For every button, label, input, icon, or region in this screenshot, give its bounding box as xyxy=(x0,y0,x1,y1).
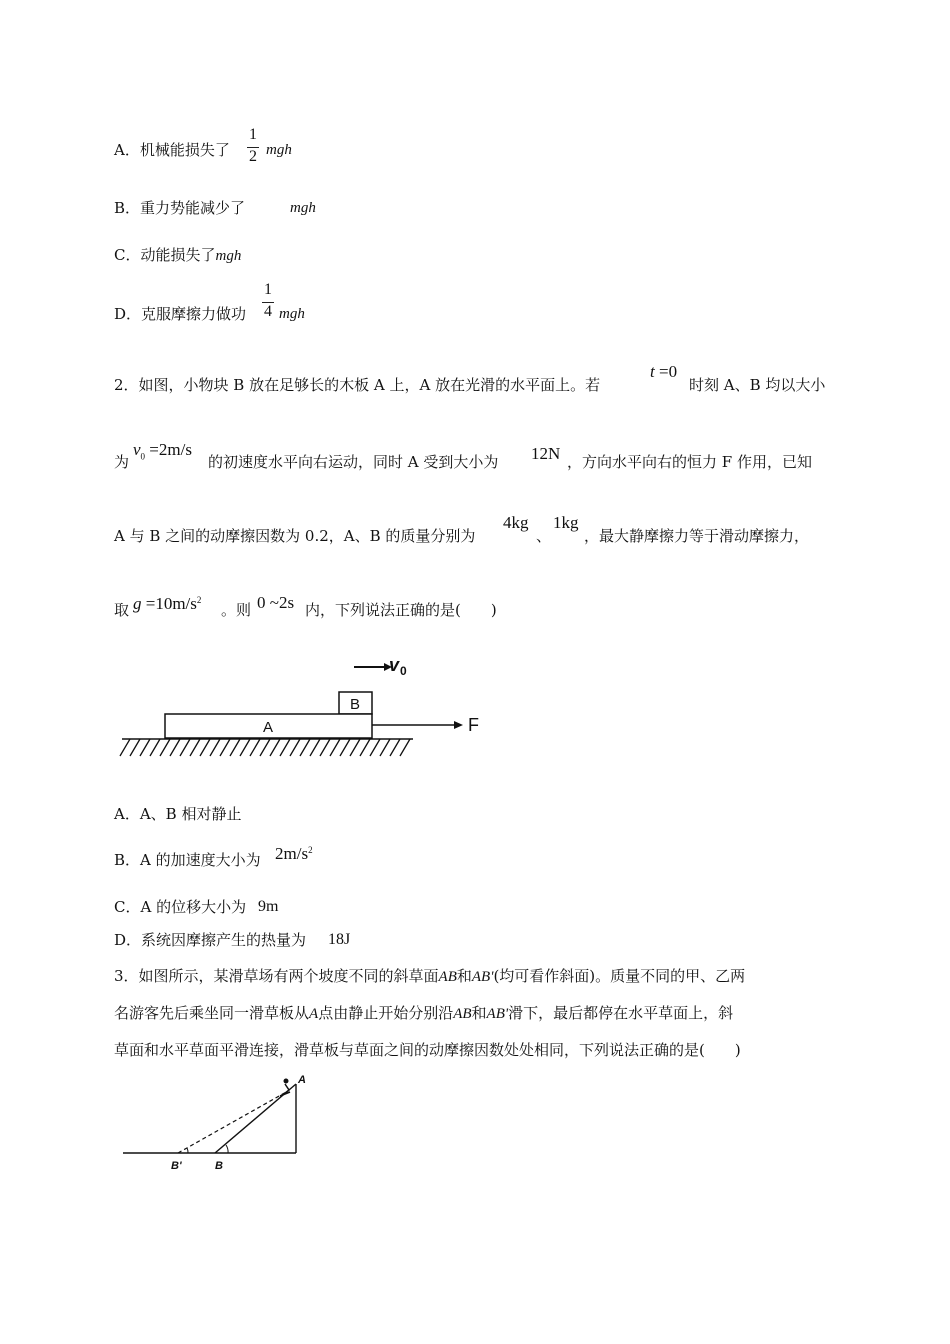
v0-arrow xyxy=(354,663,392,671)
q2-g-eq: =10m/s xyxy=(145,594,197,613)
angle-b xyxy=(226,1145,228,1153)
q3-figure xyxy=(118,1070,308,1180)
q3-and1: 和 xyxy=(456,967,472,985)
skier-icon xyxy=(280,1079,290,1097)
q2-figure xyxy=(118,648,488,763)
q1-option-d xyxy=(114,304,246,324)
q1-option-c-text: C．动能损失了 xyxy=(114,246,216,264)
slope-abp xyxy=(178,1091,288,1153)
q2-force-value: 12N xyxy=(531,444,561,463)
q3-l2-a: 名游客先后乘坐同一滑草板从 xyxy=(114,1004,310,1022)
board-a-label: A xyxy=(262,719,274,736)
q2-option-c-value: 9m xyxy=(258,898,279,915)
q3-stem-line2 xyxy=(114,1003,733,1024)
q2-v0 xyxy=(133,440,192,466)
q3-l2-b: 点由静止开始分别沿 xyxy=(318,1004,454,1022)
q2-option-b-value xyxy=(275,840,313,864)
q1-option-a-expr: mgh xyxy=(266,142,292,158)
q2-option-d-value: 18J xyxy=(328,931,351,948)
q2-t0-var: t xyxy=(650,362,655,381)
q1-option-a-numerator: 1 xyxy=(249,126,257,143)
q2-v0-sub: 0 xyxy=(140,451,146,462)
q2-option-b-sup: 2 xyxy=(308,845,313,855)
ground-hatch xyxy=(120,739,410,756)
q1-option-d-denominator: 4 xyxy=(264,303,272,320)
q1-option-a xyxy=(114,140,230,160)
q2-stem-line2-head: 为 xyxy=(114,453,130,471)
q3-abp2: AB' xyxy=(486,1006,509,1022)
q3-stem-line3: 草面和水平草面平滑连接，滑草板与草面之间的动摩擦因数处处相同，下列说法正确的是( ) xyxy=(114,1041,741,1059)
q2-stem-line4-tail: 内，下列说法正确的是( ) xyxy=(305,601,497,619)
angle-bp xyxy=(187,1148,188,1153)
q2-time-range: 0 ~2s xyxy=(257,593,295,612)
q2-stem-line4-mid: 。则 xyxy=(221,601,252,619)
q2-stem-line1-tail: 时刻 A、B 均以大小 xyxy=(689,376,826,394)
block-b-label: B xyxy=(349,696,361,713)
q1-option-b xyxy=(114,198,245,218)
q2-option-b-val: 2m/s xyxy=(275,844,309,863)
q2-v0-var: v xyxy=(133,440,141,459)
q1-option-c-expr: mgh xyxy=(215,248,242,264)
q2-v0-eq: =2m/s xyxy=(149,440,192,459)
q2-stem-line3-sep: 、 xyxy=(536,527,552,545)
q2-mass-b: 1kg xyxy=(553,513,579,532)
q1-option-c xyxy=(114,245,241,266)
q3-stem-line1 xyxy=(114,966,745,987)
q2-g-value xyxy=(133,590,201,614)
q2-g-sup: 2 xyxy=(196,595,202,605)
point-a-label: A xyxy=(298,1074,306,1086)
q3-l2-c: 滑下，最后都停在水平草面上，斜 xyxy=(508,1004,734,1022)
q2-stem-line3-tail: ，最大静摩擦力等于滑动摩擦力， xyxy=(584,527,810,545)
q2-option-c: C．A 的位移大小为 xyxy=(114,898,247,916)
force-label: F xyxy=(468,715,479,735)
q3-ab2: AB xyxy=(453,1006,472,1022)
q3-l1-b: (均可看作斜面)。质量不同的甲、乙两 xyxy=(493,967,746,985)
q1-option-a-text: A．机械能损失了 xyxy=(114,141,230,159)
q2-mass-a: 4kg xyxy=(503,513,529,532)
q1-option-d-numerator: 1 xyxy=(264,281,272,298)
q2-stem-line1: 2．如图，小物块 B 放在足够长的木板 A 上，A 放在光滑的水平面上。若 xyxy=(114,376,601,394)
q3-abp1: AB' xyxy=(471,969,494,985)
q2-g-var: g xyxy=(133,594,142,613)
q2-t0 xyxy=(650,362,677,382)
q1-option-d-expr: mgh xyxy=(279,306,305,322)
q2-stem-line4-head: 取 xyxy=(114,601,130,619)
q2-t0-eq: =0 xyxy=(658,362,678,381)
q3-pa: A xyxy=(309,1006,319,1022)
q1-option-a-denominator: 2 xyxy=(249,148,257,165)
v0-label: v xyxy=(389,655,400,675)
point-b-label: B xyxy=(215,1160,223,1172)
q1-option-d-text: D．克服摩擦力做功 xyxy=(114,305,247,323)
q2-option-a: A．A、B 相对静止 xyxy=(114,805,242,823)
q1-option-b-expr: mgh xyxy=(290,200,316,216)
q3-and2: 和 xyxy=(471,1004,487,1022)
force-arrow xyxy=(372,721,463,729)
q2-option-d: D．系统因摩擦产生的热量为 xyxy=(114,931,307,949)
q2-stem-line2-mid: 的初速度水平向右运动，同时 A 受到大小为 xyxy=(208,453,499,471)
v0-label-sub: 0 xyxy=(400,664,407,678)
point-bp-label: B' xyxy=(171,1160,182,1172)
q3-l1-a: 3．如图所示，某滑草场有两个坡度不同的斜草面 xyxy=(114,967,439,985)
q2-option-b: B．A 的加速度大小为 xyxy=(114,851,261,869)
q2-stem-line3-head: A 与 B 之间的动摩擦因数为 0.2，A、B 的质量分别为 xyxy=(114,527,476,545)
q3-ab1: AB xyxy=(438,969,457,985)
q2-stem-line2-tail: ，方向水平向右的恒力 F 作用，已知 xyxy=(567,453,812,471)
q1-option-b-text: B．重力势能减少了 xyxy=(114,199,246,217)
